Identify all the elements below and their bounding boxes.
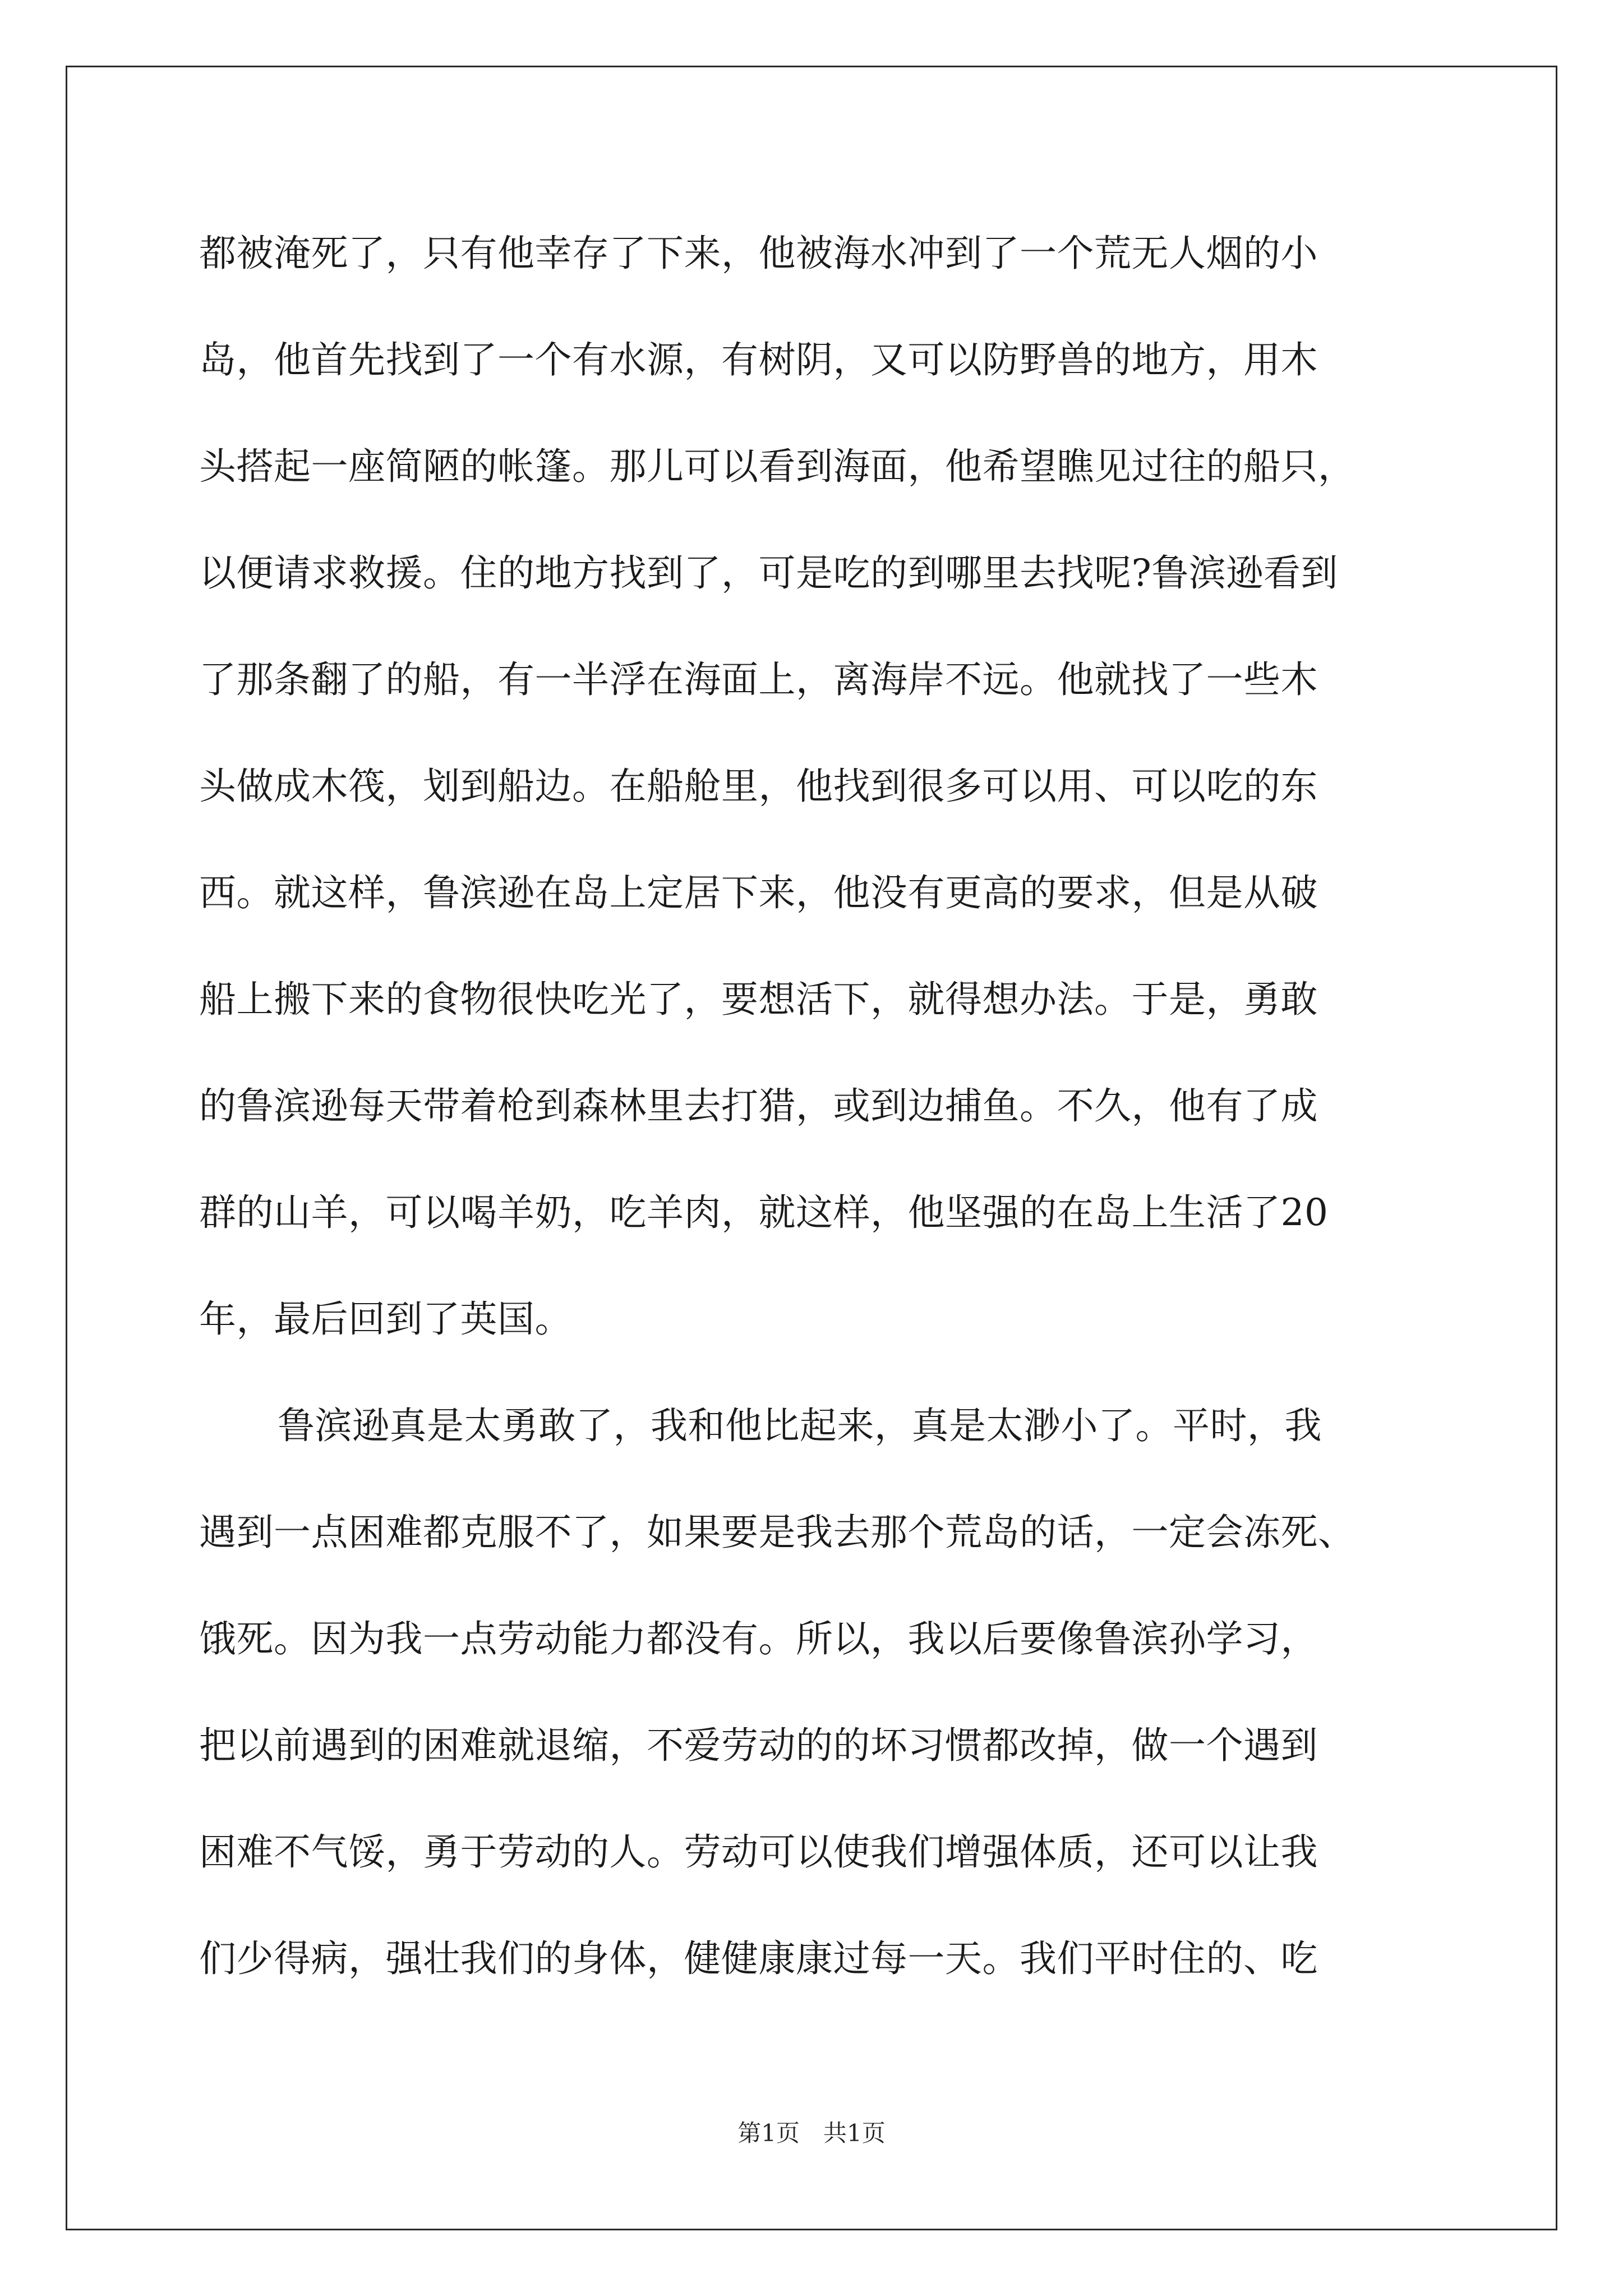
text-line: 岛，他首先找到了一个有水源，有树阴，又可以防野兽的地方，用木 [199, 338, 1318, 381]
text-line: 的鲁滨逊每天带着枪到森林里去打猎，或到边捕鱼。不久，他有了成 [199, 1084, 1318, 1128]
text-line: 头做成木筏，划到船边。在船舱里，他找到很多可以用、可以吃的东 [199, 765, 1318, 808]
text-line: 鲁滨逊真是太勇敢了，我和他比起来，真是太渺小了。平时，我 [278, 1404, 1322, 1447]
document-body [199, 220, 1489, 2032]
text-line: 们少得病，强壮我们的身体，健健康康过每一天。我们平时住的、吃 [199, 1937, 1318, 1980]
text-line: 遇到一点困难都克服不了，如果要是我去那个荒岛的话，一定会冻死、 [199, 1511, 1355, 1554]
text-line: 困难不气馁，勇于劳动的人。劳动可以使我们增强体质，还可以让我 [199, 1830, 1318, 1874]
page-footer: 第1页 共1页 [737, 2119, 886, 2147]
text-line: 都被淹死了，只有他幸存了下来，他被海水冲到了一个荒无人烟的小 [199, 232, 1318, 275]
text-line: 群的山羊，可以喝羊奶，吃羊肉，就这样，他坚强的在岛上生活了20 [199, 1191, 1329, 1234]
text-line: 头搭起一座简陋的帐篷。那儿可以看到海面，他希望瞧见过往的船只， [199, 445, 1355, 488]
text-line: 西。就这样，鲁滨逊在岛上定居下来，他没有更高的要求，但是从破 [199, 871, 1318, 914]
text-line: 以便请求救援。住的地方找到了，可是吃的到哪里去找呢?鲁滨逊看到 [199, 551, 1338, 595]
text-line: 把以前遇到的困难就退缩，不爱劳动的的坏习惯都改掉，做一个遇到 [199, 1724, 1318, 1767]
text-line: 饿死。因为我一点劳动能力都没有。所以，我以后要像鲁滨孙学习， [199, 1617, 1318, 1660]
text-line: 船上搬下来的食物很快吃光了，要想活下，就得想办法。于是，勇敢 [199, 978, 1318, 1021]
text-line: 了那条翻了的船，有一半浮在海面上，离海岸不远。他就找了一些木 [199, 658, 1318, 701]
text-line: 年，最后回到了英国。 [199, 1297, 572, 1341]
